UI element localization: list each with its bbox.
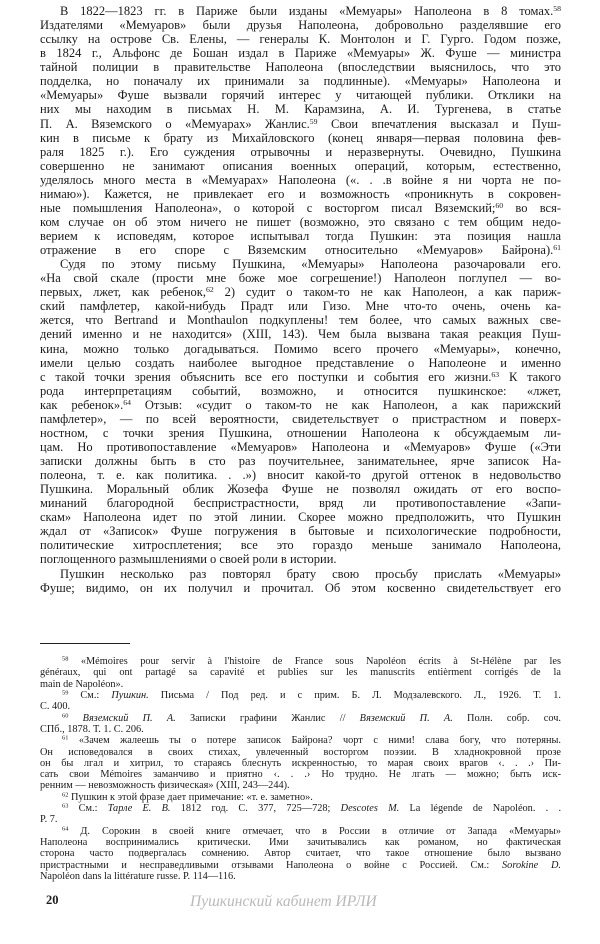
text-span: сать свои Mémoires заманчиво и приятно ‹. . .› Но трудно. Не лгать — можно; быть иск- — [40, 769, 561, 781]
text-span: кин в письме к брату из Михайловского (конец января—первая половина фев- — [40, 130, 561, 145]
text-span: П. А. Вяземского о «Мемуарах» Жанлис. — [40, 116, 310, 131]
text-span: В 1822—1823 гг. в Париже были изданы «Мемуары» Наполеона в 8 томах. — [60, 4, 554, 18]
text-span: верием к исповедям, которое испытывал тогда Пушкин: эта позиция нашла — [40, 229, 561, 243]
text-line — [40, 88, 561, 102]
text-span: P. 7. — [40, 814, 58, 826]
main-text — [40, 4, 561, 595]
watermark: Пушкинский кабинет ИРЛИ — [190, 893, 377, 910]
italic-text: Descotes M. — [340, 803, 400, 815]
text-line — [40, 18, 561, 32]
footnote-reference: 62 — [62, 791, 69, 799]
text-span: как ребенок». — [40, 397, 124, 412]
italic-text: Пушкин. — [111, 689, 149, 701]
footnote-line — [40, 667, 561, 678]
footnote-reference: 60 — [62, 712, 69, 720]
text-line — [40, 131, 561, 145]
italic-text: Вяземский П. А. — [82, 712, 176, 724]
text-span: Письма / Под ред. и с прим. Б. Л. Модзалевского. Л., 1926. Т. 1. — [148, 689, 561, 701]
text-line — [40, 229, 561, 243]
text-line — [40, 426, 561, 440]
text-span: памфлетер», — по всей вероятности, свидетельствует о пристрастном и поверх- — [40, 411, 561, 426]
text-span: 2) судит о таком-то не как Наполеон, а как париж- — [213, 285, 561, 300]
text-span: Свои впечатления высказал и Пуш- — [317, 116, 561, 131]
footnote-line — [40, 826, 561, 837]
text-span: записки должны быть в сто раз поучительнее, занимательнее, ярче записок На- — [40, 454, 561, 468]
text-line — [40, 271, 561, 285]
text-span: ссылку на острове Св. Елены, — генералы К. Монтолон и Г. Гурго. Годом позже, — [40, 32, 561, 47]
footnote-reference: 62 — [206, 285, 214, 294]
footnote-reference: 58 — [553, 4, 561, 13]
text-span: раля 1825 г.). Его суждения отрывочны и неразвернуты. Очевидно, Пушкина — [40, 144, 561, 159]
footnote-reference: 63 — [62, 803, 69, 810]
text-line — [40, 538, 561, 552]
text-line — [40, 187, 561, 201]
text-span: во вся- — [503, 200, 561, 215]
text-span: «На свой скале (прости мне боже мое согрешение!) Наполеон поглупел — во- — [40, 271, 561, 286]
footnote-line — [40, 656, 561, 667]
text-span: скам» Наполеона идет по этой линии. Скорее можно предположить, что Пушкин — [40, 510, 561, 525]
text-line — [40, 567, 561, 581]
text-span: уделялось много места в «Мемуарах» Наполеона («. . .в войне я ни чорта не по- — [40, 172, 561, 187]
text-span: политические хитросплетения; все это гораздо меньше занимало Наполеона, — [40, 538, 561, 553]
text-line — [40, 74, 561, 88]
text-span: Издателями «Мемуаров» были друзья Наполеона, добровольно разделявшие его — [40, 18, 561, 33]
text-span: он бы лгал и хитрил, то стараясь блеснуть искренностью, то марая своих врагов ‹. . .› Пи- — [40, 757, 561, 769]
text-span: них мы находим в письмах Н. М. Карамзина, А. И. Тургенева, в статье — [40, 102, 561, 117]
text-span: пристрастными и несправедливыми отзывами Наполеона о войне с Россией. См.: — [40, 859, 503, 871]
text-line — [40, 398, 561, 412]
text-line — [40, 243, 561, 257]
text-line — [40, 32, 561, 46]
text-line — [40, 102, 561, 116]
footnote-line — [40, 758, 561, 769]
footnote-line — [40, 747, 561, 758]
text-span: généraux, qui ont partagé sa capavité et publies sur les manuscrits entièrment corrigés de la — [40, 667, 561, 679]
footnote-reference: 58 — [62, 656, 69, 663]
footnote-reference: 61 — [553, 243, 561, 252]
footnote-line — [40, 724, 561, 735]
text-span: ком случае он об этом ничего не пишет (возможно, это связано с тем общим недо- — [40, 214, 561, 229]
footnote-reference: 59 — [309, 116, 318, 126]
footnote-reference: 63 — [491, 369, 500, 379]
text-span: отражение в его споре с Вяземским относительно «Мемуаров» Байрона). — [40, 243, 554, 258]
text-span: Судя по этому письму Пушкина, «Мемуары» Наполеона разочаровали его. — [60, 257, 561, 272]
text-line — [40, 117, 561, 131]
text-line — [40, 454, 561, 468]
text-span: La légende de Napoléon. . . — [399, 803, 561, 815]
footnote-divider — [40, 643, 130, 644]
text-span: рода интерпретациям событий, возможно, и относится пушкинское: «лжет, — [40, 383, 561, 398]
text-line — [40, 510, 561, 524]
text-span: См.: — [68, 689, 112, 701]
page-number: 20 — [46, 893, 59, 907]
text-line — [40, 299, 561, 313]
text-span: С. 400. — [40, 701, 71, 713]
text-span: ждал от «Записок» Фуше погружения в бытовые и психологические подробности, — [40, 524, 561, 539]
text-line — [40, 356, 561, 370]
text-span: минаний благородной беспристрастности, вряд ли противопоставление «Запи- — [40, 496, 561, 511]
text-span: ренним — невозможность физическая» (XIII, 243—244). — [40, 780, 290, 792]
text-span: тайной полиции в правительстве Наполеона (впоследствии выяснилось, что это — [40, 60, 561, 75]
text-span: «Мемуары» Фуше вызвали горячий интерес у читающей публики. Отклики на — [40, 88, 561, 103]
text-span: жется, что Bertrand и Monthaulon подкуплены! тем более, что самых важных све- — [40, 313, 561, 328]
text-line — [40, 384, 561, 398]
text-span: К такого — [499, 369, 561, 384]
text-line — [40, 440, 561, 454]
italic-text: Sorokine D. — [502, 859, 561, 871]
footnotes — [40, 656, 561, 882]
text-span: цам. Но противопоставление «Мемуаров» Наполеона и «Мемуаров» Фуше («Эти — [40, 439, 561, 454]
text-span: Фуше; видимо, он их получил и прочитал. Об этом косвенно свидетельствует его — [40, 580, 561, 595]
text-span: сторона часто подвергалась сомнению. Автор считает, что такое отношение было вызвано — [40, 848, 561, 860]
text-line — [40, 412, 561, 426]
text-line — [40, 173, 561, 187]
text-span: дений именно и не находится» (XIII, 143). Чем была вызвана такая реакция Пуш- — [40, 327, 561, 342]
footnote-line — [40, 871, 561, 882]
footnote-reference: 64 — [123, 397, 131, 407]
text-line — [40, 370, 561, 384]
text-line — [40, 4, 561, 18]
footnote-line — [40, 848, 561, 859]
text-span: ский памфлетер, какой-нибудь Прадт или Гизо. Мне что-то очень, очень ка- — [40, 299, 561, 314]
text-span: «Зачем жалеешь ты о потере записок Байрона? чорт с ними! слава богу, что потеряны. — [68, 735, 561, 747]
text-span: Пушкина. Моральный облик Жозефа Фуше не позволял ожидать от его воспо- — [40, 482, 561, 497]
footnote-line — [40, 735, 561, 746]
text-span: Пушкин несколько раз повторял брату свою просьбу прислать «Мемуары» — [60, 566, 561, 581]
text-line — [40, 285, 561, 299]
text-line — [40, 342, 561, 356]
text-span: Napoléon dans la littérature russe. P. 114—116. — [40, 870, 236, 882]
text-span: Полн. собр. соч. — [452, 712, 561, 724]
footnote-line — [40, 679, 561, 690]
text-span: полеона, т. е. как политика. . .») вносит какой-то другой оттенок в недовольство — [40, 468, 561, 483]
text-line — [40, 215, 561, 229]
text-line — [40, 496, 561, 510]
footnote-line — [40, 792, 561, 803]
text-span: с такой точки зрения объяснить все его поступки и события его жизни. — [40, 369, 492, 384]
text-line — [40, 201, 561, 215]
text-span: поглощенного размышлениями о своей роли в истории. — [40, 552, 337, 567]
footnote-reference: 61 — [62, 735, 69, 742]
footnote-line — [40, 690, 561, 701]
text-span — [68, 713, 82, 724]
text-span: СПб., 1878. Т. 1. С. 206. — [40, 723, 144, 735]
text-span: ные помышления Наполеона», о которой с восторгом писал Вяземский; — [40, 200, 496, 215]
text-span: main de Napoléon». — [40, 678, 124, 690]
text-span: кина, можно только догадываться. Помимо всего прочего «Мемуары», конечно, — [40, 341, 561, 356]
text-line — [40, 482, 561, 496]
footnote-line — [40, 701, 561, 712]
text-line — [40, 581, 561, 595]
text-span: совершенно не занимают описания военных операций, которым, естественно, — [40, 158, 561, 173]
text-line — [40, 159, 561, 173]
footnote-reference: 59 — [62, 689, 69, 697]
text-span: ностном, с точки зрения Пушкина, отношении Наполеона к обсуждаемым ли- — [40, 425, 561, 440]
text-span: в 1824 г., Альфонс де Бошан издал в Париже «Мемуары» Ж. Фуше — министра — [40, 46, 561, 61]
text-span: 1812 год. С. 377, 725—728; — [170, 803, 341, 815]
text-line — [40, 552, 561, 566]
text-span: нимаю»). Кажется, не привлекает его и возможность «проникнуть в сокровен- — [40, 186, 561, 201]
text-line — [40, 468, 561, 482]
footnote-line — [40, 713, 561, 724]
text-span: Отзыв: «судит о таком-то не как Наполеон, а как парижский — [131, 397, 561, 412]
text-span: См.: — [68, 803, 108, 815]
text-line — [40, 313, 561, 327]
italic-text: Вяземский П. А. — [359, 712, 453, 724]
text-span: Пушкин к этой фразе дает примечание: «т. е. заметно». — [68, 791, 313, 803]
footnote-line — [40, 814, 561, 825]
footnote-line — [40, 780, 561, 791]
text-span: подделка, но поначалу их принимали за подлинные). «Мемуары» Наполеона и — [40, 74, 561, 89]
text-line — [40, 145, 561, 159]
text-line — [40, 60, 561, 74]
text-span: Д. Сорокин в своей книге отмечает, что в России в отличие от Запада «Мемуары» — [68, 825, 561, 837]
text-span: «Mémoires pour servir à l'histoire de France sous Napoléon écrits à St-Hélène par les — [68, 656, 561, 667]
footnote-reference: 64 — [62, 825, 69, 833]
footnote-line — [40, 837, 561, 848]
footnote-line — [40, 769, 561, 780]
text-span: Записки графини Жанлис // — [175, 712, 360, 724]
text-span: первых, лжет, как ребенок, — [40, 285, 207, 300]
text-span: Он исповедовался в своих стихах, увлеченный восторгом поэзии. В хладнокровной прозе — [40, 746, 561, 758]
footnote-reference: 60 — [495, 200, 504, 210]
text-span: имели целью создать наиболее выгодное представление о Наполеоне и именно — [40, 355, 561, 370]
text-line — [40, 524, 561, 538]
italic-text: Тарле Е. В. — [107, 803, 171, 815]
text-span: Наполеона воспринимались критически. Ими зачитывались как романом, но фактическая — [40, 837, 561, 848]
footnote-line — [40, 860, 561, 871]
text-line — [40, 327, 561, 341]
footnote-line — [40, 803, 561, 814]
text-line — [40, 46, 561, 60]
text-line — [40, 257, 561, 271]
